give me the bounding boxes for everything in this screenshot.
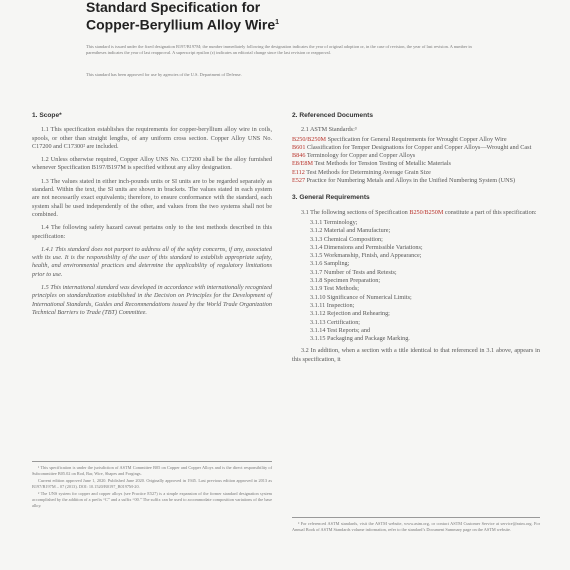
reference-link[interactable]: E112 [292,168,305,176]
list-item: 3.1.3 Chemical Composition; [310,235,383,243]
list-item: 3.1.1 Terminology; [310,218,358,226]
reference-item: B250/B250M Specification for General Requirements for Wrought Copper Alloy Wire [292,135,507,143]
document-title [86,0,486,33]
list-item: 3.1.14 Test Reports; and [310,326,371,334]
scope-para-1-4-1: 1.4.1 This standard does not purport to address all of the safety concerns, if any, associated with its use. It is the responsibility of the user of this standard to establish appropriate safety, health, and environmental practices and determine the applicability of regulatory limitations prior to use. [32,245,272,278]
footnote-1-edition: Current edition approved June 1, 2020. Published June 2020. Originally approved in 1945. Last previous edition approved in 2013 as B197/B197M – 07 (2013). DOI: 10.1520/B0197_B0197M-20. [32,478,272,489]
referenced-docs-heading: 2. Referenced Documents [292,112,373,119]
reference-item: B601 Classification for Temper Designations for Copper and Copper Alloys—Wrought and Cast [292,143,532,151]
list-item: 3.1.13 Certification; [310,318,361,326]
scope-heading: 1. Scope* [32,112,62,119]
reference-item: E112 Test Methods for Determining Average Grain Size [292,168,431,176]
list-item: 3.1.8 Specimen Preparation; [310,277,381,285]
footnote-right [292,517,540,534]
footnote-3: ³ For referenced ASTM standards, visit the ASTM website, www.astm.org, or contact ASTM Customer Service at service@astm.org. For Annual Book of ASTM Standards volume information, refer to the standard’s Document Summary page on the ASTM website. [292,521,540,532]
spec-link[interactable]: B250/B250M [409,208,444,216]
title-footnote-mark: 1 [275,19,280,26]
reference-link[interactable]: E8/E8M [292,160,313,168]
reference-link[interactable]: B250/B250M [292,135,327,143]
designation-note: This standard is issued under the fixed designation B197/B197M; the number immediately following the designation indicates the year of original adoption or, in the case of revision, the year of last revision. A number in parentheses indicates the year of last reapproval. A superscript epsilon (ε) indicates an editorial change since the last revision or reapproval. [86,44,472,55]
list-item: 3.1.2 Material and Manufacture; [310,227,391,235]
general-para-3-2: 3.2 In addition, when a section with a title identical to that referenced in 3.1 above, appears in this specification, it [292,347,540,363]
general-intro: 3.1 The following sections of Specification B250/B250M constitute a part of this specification: [301,208,537,216]
general-requirements-heading: 3. General Requirements [292,194,370,202]
scope-para-1-1: 1.1 This specification establishes the requirements for copper-beryllium alloy wire in coils, spools, or other than straight lengths, of any uniform cross section. Copper Alloy UNS No. C17200 and C17300² are included. [32,126,272,150]
list-item: 3.1.11 Inspection; [310,301,355,309]
reference-link[interactable]: B601 [292,143,306,151]
defense-note: This standard has been approved for use by agencies of the U.S. Department of Defense. [86,72,242,77]
scope-para-1-3: 1.3 The values stated in either inch-pounds units or SI units are to be regarded separately as standard. Within the text, the SI units are shown in brackets. The values stated in each system are not necessarily exact equivalents; therefore, to ensure conformance with the standard, each system shall be used independently of the other, and values from the two systems shall not be combined. [32,177,272,218]
reference-item: E527 Practice for Numbering Metals and Alloys in the Unified Numbering System (UNS) [292,177,516,185]
list-item: 3.1.12 Rejection and Rehearing; [310,310,390,318]
list-item: 3.1.4 Dimensions and Permissible Variations; [310,243,423,251]
requirements-list [292,219,540,343]
list-item: 3.1.6 Sampling; [310,260,350,268]
reference-item: B846 Terminology for Copper and Copper Alloys [292,152,416,160]
list-item: 3.1.15 Packaging and Package Marking. [310,335,410,343]
footnotes-left [32,461,272,510]
list-item: 3.1.10 Significance of Numerical Limits; [310,293,412,301]
reference-link[interactable]: E527 [292,177,306,185]
scope-para-1-2: 1.2 Unless otherwise required, Copper Alloy UNS No. C17200 shall be the alloy furnished whenever Specification B197/B197M is specified without any alloy designation. [32,156,272,172]
list-item: 3.1.7 Number of Tests and Retests; [310,268,397,276]
astm-standards-intro: 2.1 ASTM Standards:³ [301,126,357,134]
reference-link[interactable]: B846 [292,152,306,160]
footnote-1: ¹ This specification is under the jurisdiction of ASTM Committee B05 on Copper and Copper Alloys and is the direct responsibility of Subcommittee B05.02 on Rod, Bar, Wire, Shapes and Forgings. [32,465,272,476]
list-item: 3.1.9 Test Methods; [310,285,359,293]
right-column [292,112,540,369]
reference-item: E8/E8M Test Methods for Tension Testing of Metallic Materials [292,160,451,168]
left-column [32,112,272,322]
title-line-2: Copper-Beryllium Alloy Wire [86,16,276,33]
footnote-2: ² The UNS system for copper and copper alloys (see Practice E527) is a simple expansion of the former standard designation system accomplished by the addition of a prefix “C” and a suffix “00.” The suffix can be used to accommodate composition variations of the base alloy. [32,491,272,508]
list-item: 3.1.5 Workmanship, Finish, and Appearance; [310,252,422,260]
scope-para-1-4: 1.4 The following safety hazard caveat pertains only to the test methods described in this specification: [32,224,272,240]
scope-para-1-5: 1.5 This international standard was developed in accordance with internationally recognized principles on standardization established in the Decision on Principles for the Development of International Standards, Guides and Recommendations issued by the World Trade Organization Technical Barriers to Trade (TBT) Committee. [32,284,272,316]
title-line-1: Standard Specification for [86,0,261,15]
